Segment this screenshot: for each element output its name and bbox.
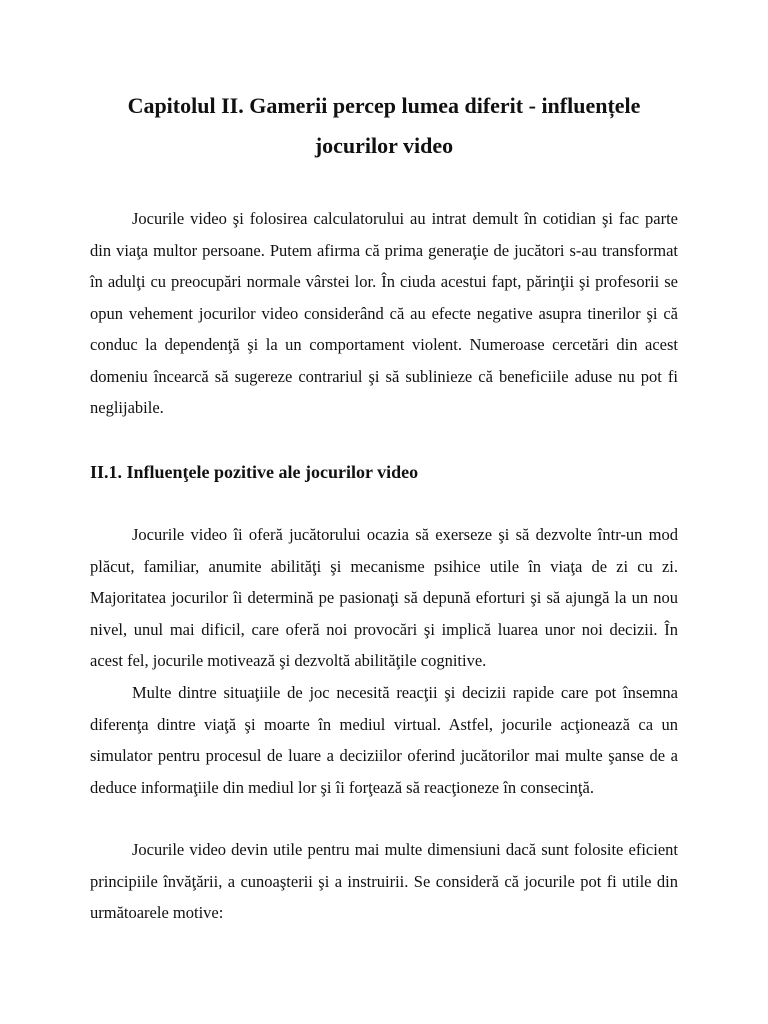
section-heading: II.1. Influenţele pozitive ale jocurilor video: [90, 462, 419, 482]
intro-paragraph: Jocurile video şi folosirea calculatorului au intrat demult în cotidian şi fac parte din viaţa multor persoane. Putem afirma că prima generaţie de jucători s-au transformat în adulţi cu preocupări normale vârstei lor. În ciuda acestui fapt, părinţii şi profesorii se opun vehement jocurilor video considerând că au efecte negative asupra tinerilor şi că conduc la dependenţă şi la un comportament violent. Numeroase cercetări din acest domeniu încearcă să sugereze contrariul şi să sublinieze că beneficiile aduse nu pot fi neglijabile.: [90, 209, 678, 417]
body-paragraph-cognitive: Jocurile video îi oferă jucătorului ocazia să exerseze şi să dezvolte într-un mod plăcut, familiar, anumite abilităţi şi mecanisme psihice utile în viaţa de zi cu zi. Majoritatea jocurilor îi determină pe pasionaţi să depună eforturi şi să ajungă la un nou nivel, unul mai dificil, care oferă noi provocări şi implică luarea unor noi decizii. În acest fel, jocurile motivează şi dezvoltă abilităţile cognitive.: [90, 525, 678, 670]
chapter-title: Capitolul II. Gamerii percep lumea diferit - influențele jocurilor video: [127, 93, 641, 158]
body-paragraph-learning: Jocurile video devin utile pentru mai multe dimensiuni dacă sunt folosite eficient principiile învăţării, a cunoaşterii şi a instruirii. Se consideră că jocurile pot fi utile din următoarele motive:: [90, 840, 678, 922]
body-paragraph-decisions: Multe dintre situaţiile de joc necesită reacţii şi decizii rapide care pot însemna diferenţa dintre viaţă şi moarte în mediul virtual. Astfel, jocurile acţionează ca un simulator pentru procesul de luare a deciziilor oferind jucătorilor mai multe şanse de a deduce informaţiile din mediul lor şi îi forţează să reacţioneze în consecinţă.: [90, 683, 678, 797]
